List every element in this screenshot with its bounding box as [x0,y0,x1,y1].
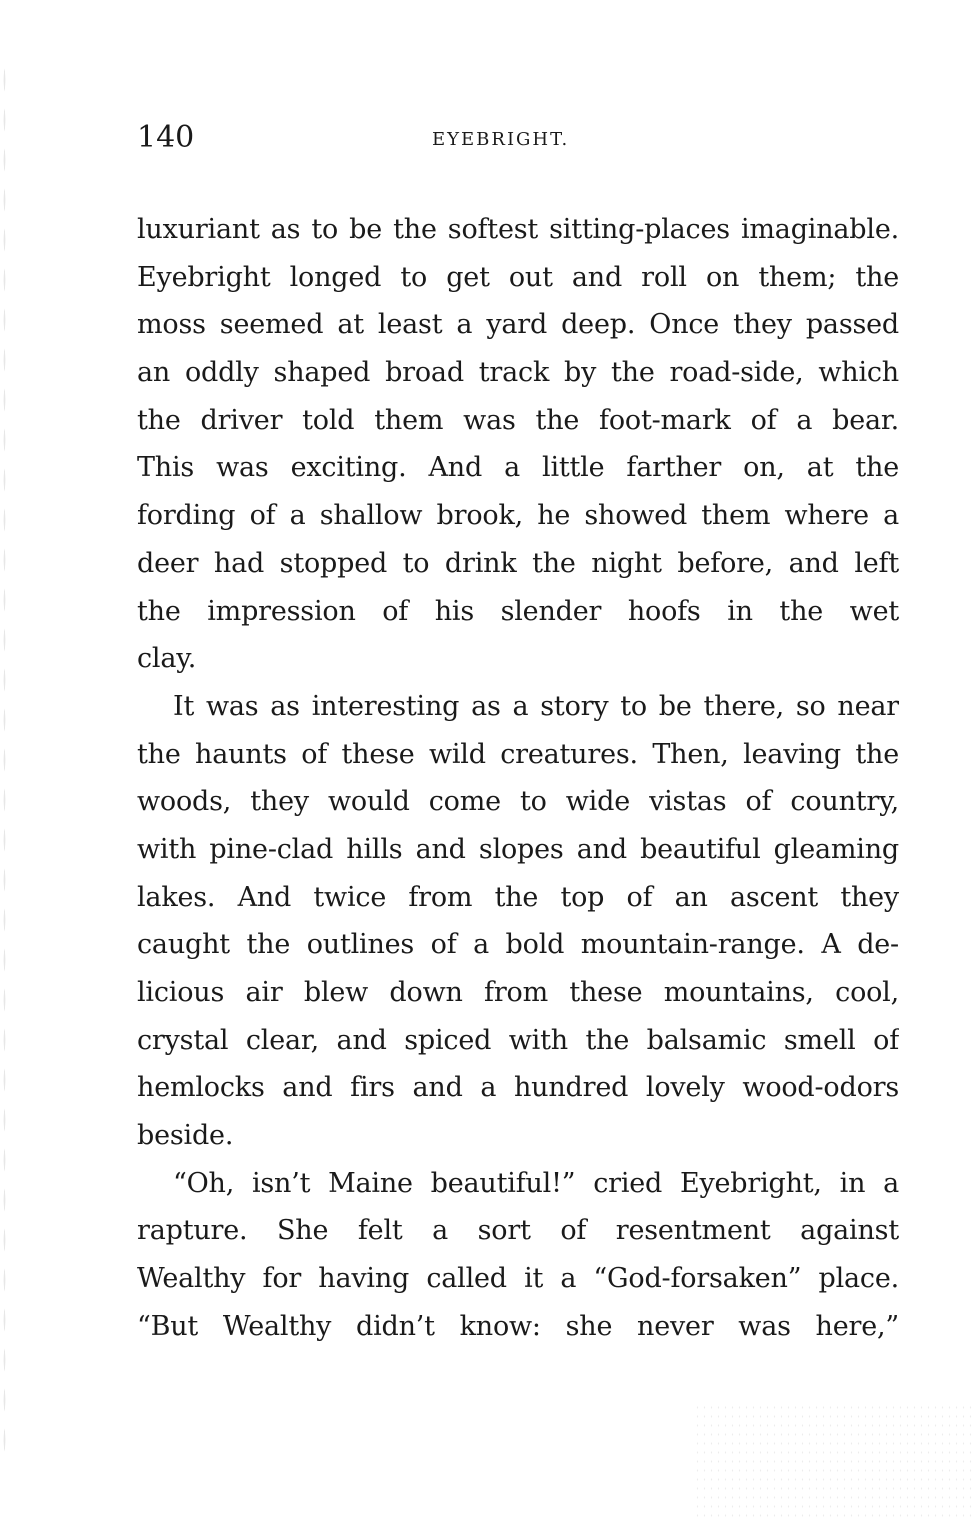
text-line: beside. [137,1120,234,1152]
text-line: “Oh, isn’t Maine beautiful!” cried Eyebright, in a [173,1167,899,1199]
text-line: caught the outlines of a bold mountain-range. A de- [137,929,899,961]
page-edge-speckle [3,60,6,1460]
text-line: Eyebright longed to get out and roll on them; the [137,261,899,293]
text-line: woods, they would come to wide vistas of country, [137,786,899,818]
text-line: licious air blew down from these mountains, cool, [137,977,899,1008]
text-line: rapture. She felt a sort of resentment against [137,1215,899,1247]
text-line: with pine-clad hills and slopes and beautiful gleaming [137,833,899,865]
text-line: moss seemed at least a yard deep. Once they passed [137,309,899,341]
text-line: an oddly shaped broad track by the road-side, which [137,357,899,389]
text-line: hemlocks and firs and a hundred lovely wood-odors [137,1072,899,1104]
text-line: It was as interesting as a story to be there, so near [173,690,899,722]
text-line: clay. [137,643,197,675]
text-line: luxuriant as to be the softest sitting-places imaginable. [137,214,899,245]
text-line: crystal clear, and spiced with the balsamic smell of [137,1024,899,1056]
paragraph [137,1160,899,1351]
scan-speckle [694,1403,974,1523]
text-line: This was exciting. And a little farther on, at the [137,452,899,484]
running-title: EYEBRIGHT. [432,129,570,150]
text-line: fording of a shallow brook, he showed them where a [137,500,899,532]
text-line: the impression of his slender hoofs in the wet [137,595,899,627]
text-line: the haunts of these wild creatures. Then, leaving the [137,738,899,770]
text-line: lakes. And twice from the top of an ascent they [137,881,899,913]
paragraph [137,206,899,683]
page-header [137,120,899,160]
text-line: Wealthy for having called it a “God-forsaken” place. [137,1263,899,1295]
page-number: 140 [137,120,195,155]
text-line: deer had stopped to drink the night before, and left [137,547,899,579]
text-line: “But Wealthy didn’t know: she never was here,” [137,1310,899,1342]
text-line: the driver told them was the foot-mark of a bear. [137,404,899,436]
paragraph [137,683,899,1160]
body-text [137,206,899,1351]
